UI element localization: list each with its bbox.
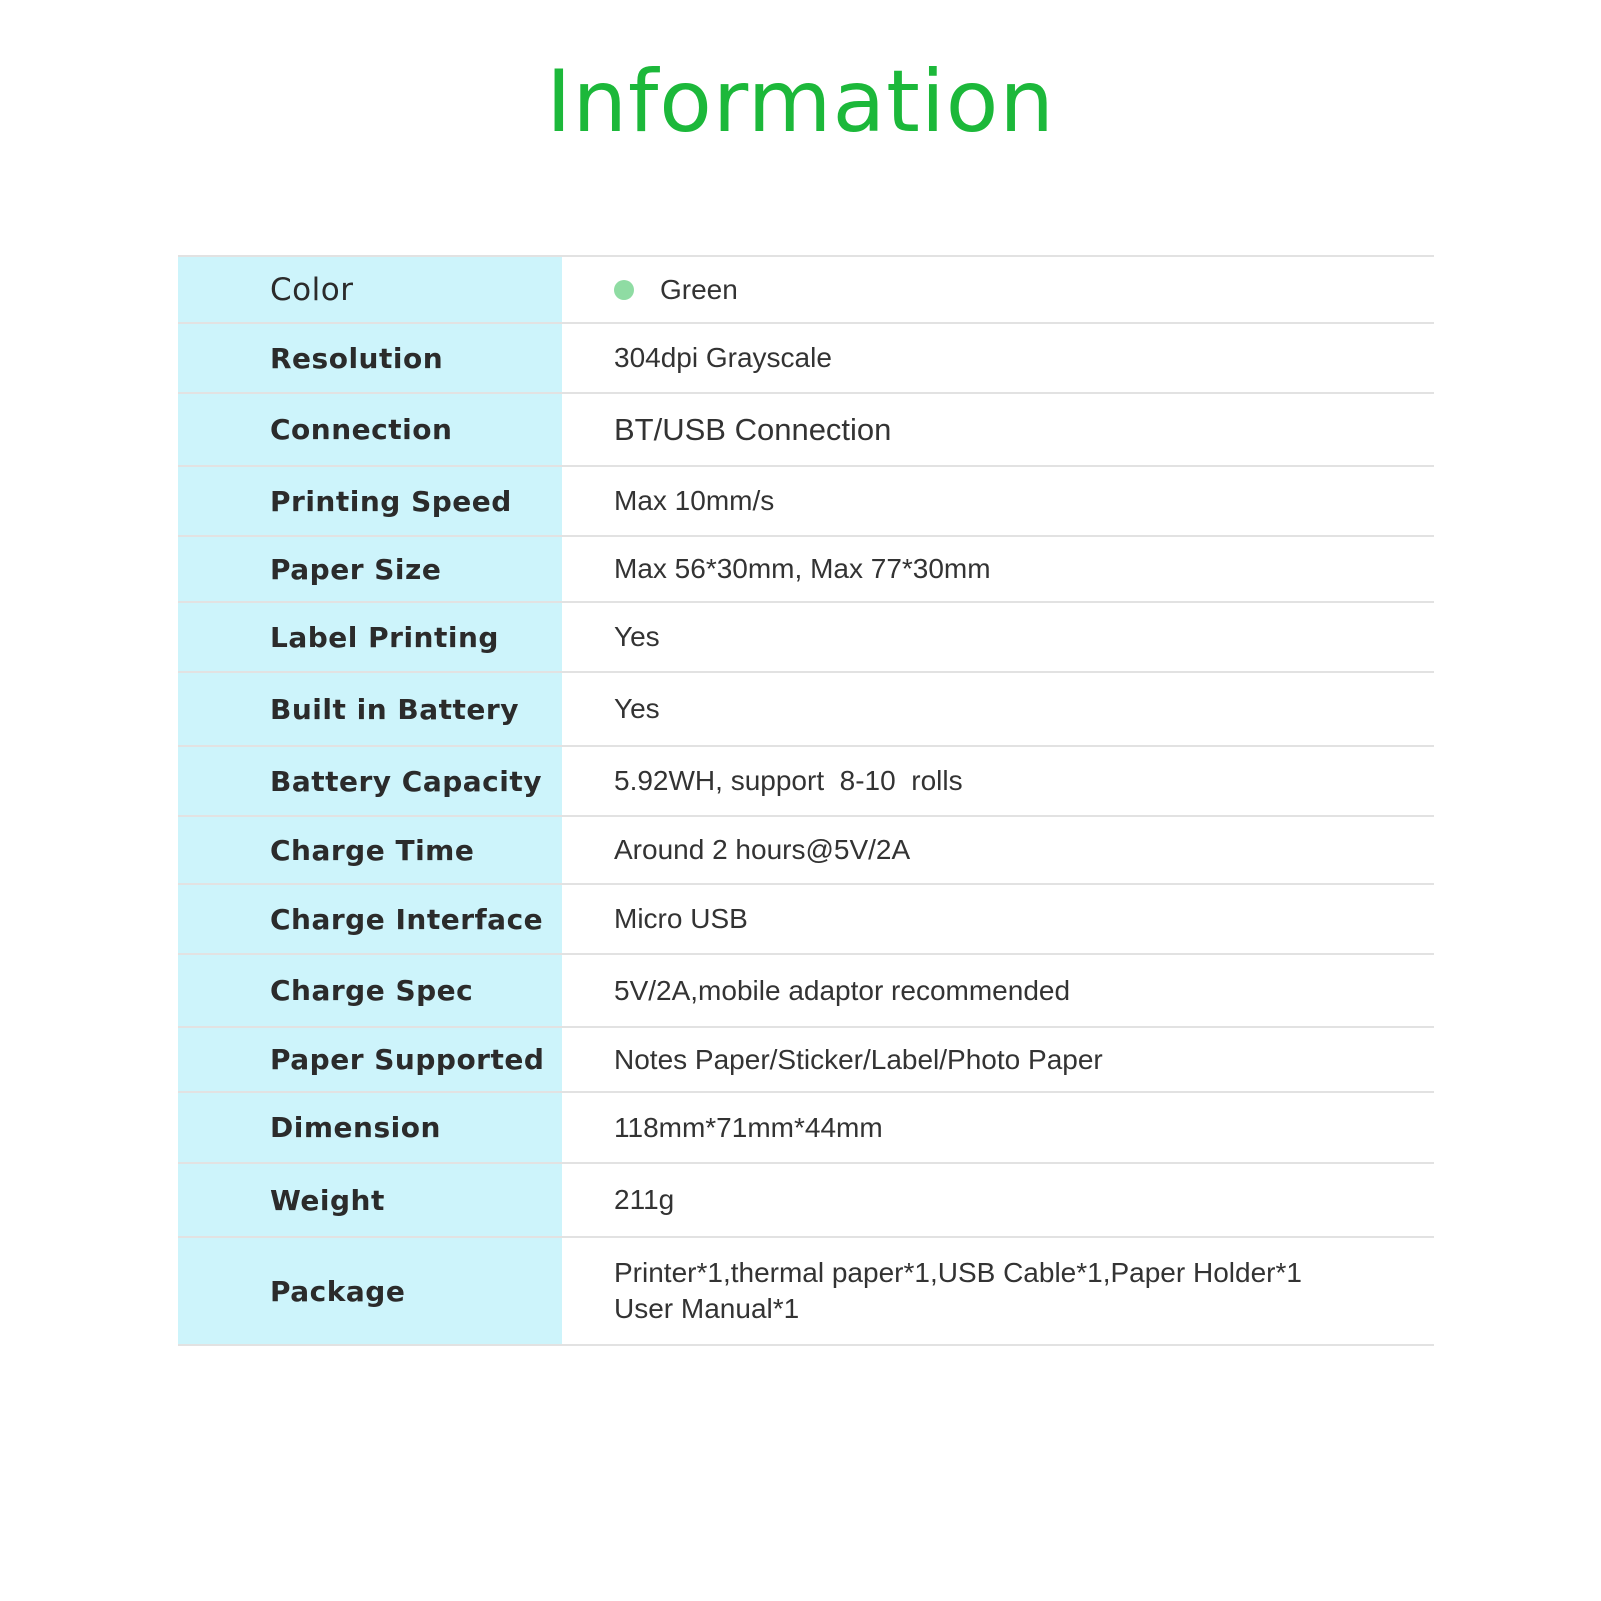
label-cell <box>178 955 562 1026</box>
label-cell <box>178 257 562 322</box>
table-row-resolution <box>178 324 1434 394</box>
row-value: Yes <box>614 621 660 652</box>
table-row-charge-spec <box>178 955 1434 1028</box>
package-contents <box>614 1255 1302 1327</box>
value-cell <box>562 537 1434 601</box>
value-cell <box>562 257 1434 322</box>
row-label: Connection <box>270 413 453 446</box>
label-cell <box>178 885 562 953</box>
value-cell <box>562 603 1434 671</box>
row-label: Charge Spec <box>270 974 474 1007</box>
value-cell <box>562 673 1434 745</box>
label-cell <box>178 1238 562 1344</box>
value-cell <box>562 394 1434 465</box>
value-cell <box>562 1028 1434 1091</box>
table-row-color <box>178 257 1434 324</box>
table-row-paper-supported <box>178 1028 1434 1093</box>
row-label: Weight <box>270 1183 385 1217</box>
label-cell <box>178 537 562 601</box>
row-label: Resolution <box>270 341 444 375</box>
label-cell <box>178 324 562 392</box>
row-value: 304dpi Grayscale <box>614 342 832 373</box>
row-label: Dimension <box>270 1111 441 1144</box>
row-value: Green <box>660 273 738 305</box>
table-row-built-in-battery <box>178 673 1434 747</box>
table-row-dimension <box>178 1093 1434 1164</box>
row-value: Around 2 hours@5V/2A <box>614 834 911 865</box>
page-title: Information <box>546 52 1055 152</box>
table-row-label-printing <box>178 603 1434 673</box>
value-cell <box>562 955 1434 1026</box>
row-value: 5V/2A,mobile adaptor recommended <box>614 974 1071 1006</box>
spec-table <box>178 255 1434 1346</box>
value-cell <box>562 817 1434 883</box>
table-row-package <box>178 1238 1434 1346</box>
value-cell <box>562 324 1434 392</box>
value-cell <box>562 1093 1434 1162</box>
row-label: Paper Supported <box>270 1043 545 1076</box>
label-cell <box>178 467 562 535</box>
table-row-paper-size <box>178 537 1434 603</box>
row-value: Max 10mm/s <box>614 485 775 516</box>
row-value-line2: User Manual*1 <box>614 1293 800 1324</box>
row-label: Built in Battery <box>270 692 519 726</box>
value-cell <box>562 1238 1434 1344</box>
value-cell <box>562 1164 1434 1236</box>
table-row-battery-capacity <box>178 747 1434 817</box>
row-value: Printer*1,thermal paper*1,USB Cable*1,Paper Holder*1 <box>614 1257 1302 1288</box>
value-cell <box>562 885 1434 953</box>
color-swatch-dot <box>614 280 634 300</box>
label-cell <box>178 747 562 815</box>
table-row-charge-interface <box>178 885 1434 955</box>
row-label: Label Printing <box>270 620 499 654</box>
value-cell <box>562 747 1434 815</box>
label-cell <box>178 394 562 465</box>
label-cell <box>178 673 562 745</box>
row-value: 5.92WH, support 8-10 rolls <box>614 765 963 796</box>
row-value: Notes Paper/Sticker/Label/Photo Paper <box>614 1043 1103 1075</box>
row-label: Printing Speed <box>270 484 512 518</box>
row-value: Micro USB <box>614 903 748 934</box>
table-row-charge-time <box>178 817 1434 885</box>
label-cell <box>178 1093 562 1162</box>
row-label: Paper Size <box>270 552 442 586</box>
label-cell <box>178 1028 562 1091</box>
row-value: Yes <box>614 693 660 724</box>
row-value: 211g <box>614 1184 675 1215</box>
row-value: Max 56*30mm, Max 77*30mm <box>614 553 991 584</box>
table-row-weight <box>178 1164 1434 1238</box>
row-value: BT/USB Connection <box>614 411 892 447</box>
label-cell <box>178 603 562 671</box>
row-label: Charge Time <box>270 833 475 867</box>
value-cell <box>562 467 1434 535</box>
row-label: Charge Interface <box>270 902 544 936</box>
table-row-printing-speed <box>178 467 1434 537</box>
row-label: Package <box>270 1274 406 1308</box>
label-cell <box>178 817 562 883</box>
row-label: Battery Capacity <box>270 764 543 798</box>
table-row-connection <box>178 394 1434 467</box>
row-label: Color <box>270 271 354 308</box>
label-cell <box>178 1164 562 1236</box>
row-value: 118mm*71mm*44mm <box>614 1111 883 1143</box>
